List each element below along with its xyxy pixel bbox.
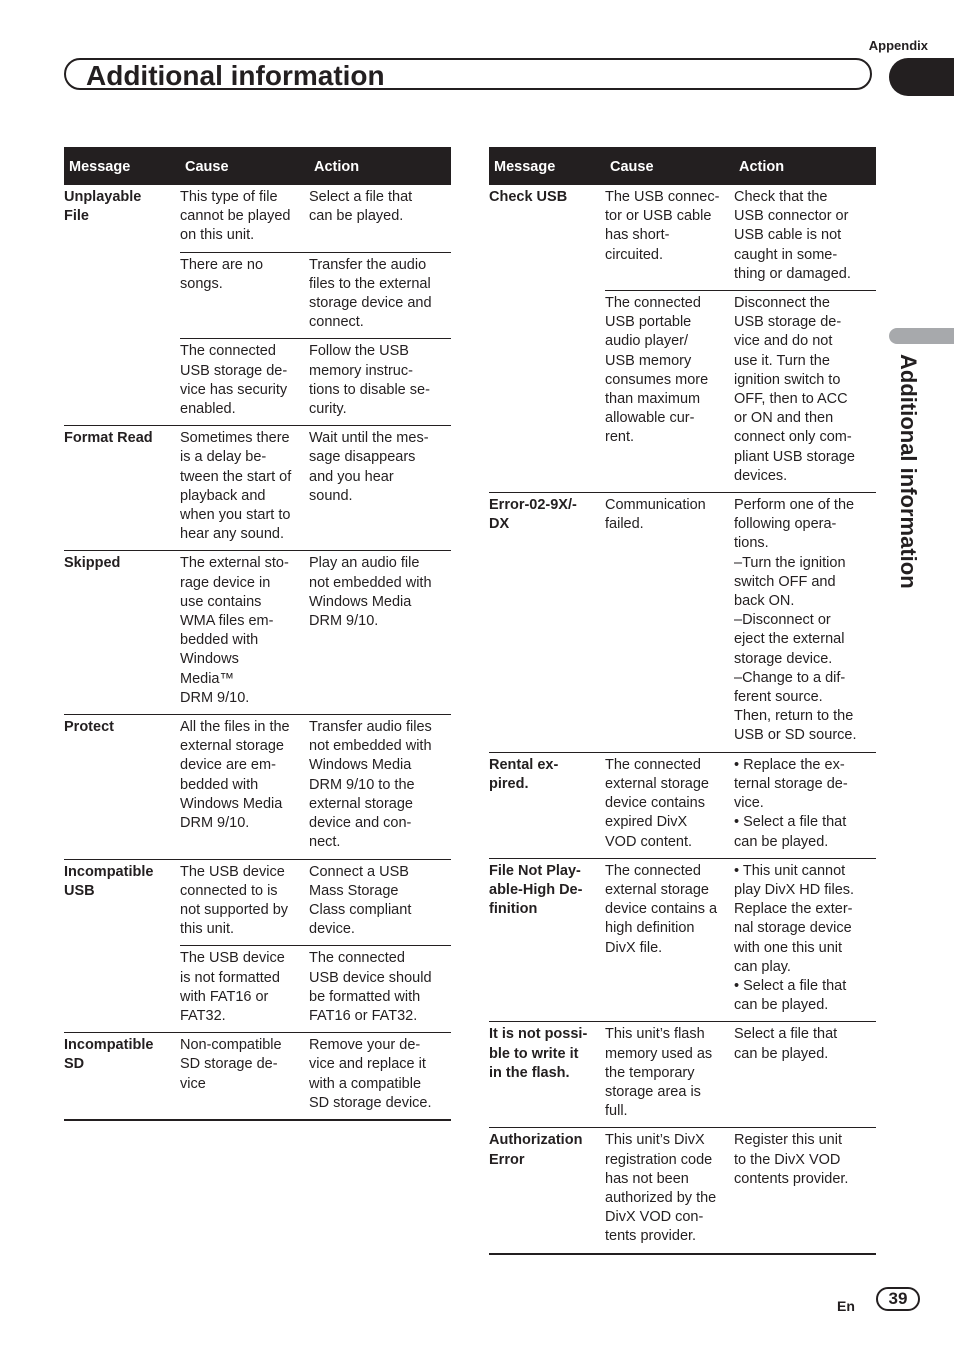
cause-cell: The external sto- rage device in use contains WMA files em- bedded with Windows Media™ DRM 9/10. xyxy=(180,551,309,715)
cause-cell: This unit’s DivX registration code has not been authorized by the DivX VOD con- tents provider. xyxy=(605,1128,734,1254)
table-row xyxy=(489,185,876,291)
message-cell: Incompatible USB xyxy=(64,863,154,899)
side-section-label: Additional information xyxy=(896,354,921,589)
cause-header: Cause xyxy=(605,147,734,185)
action-cell: Select a file that can be played. xyxy=(309,185,451,252)
message-cell xyxy=(489,291,605,493)
left-message-table xyxy=(64,147,451,1121)
table-row xyxy=(489,493,876,753)
table-row xyxy=(489,291,876,493)
message-header: Message xyxy=(64,147,180,185)
message-cell xyxy=(64,339,180,426)
action-cell: Register this unit to the DivX VOD contents provider. xyxy=(734,1128,876,1254)
cause-cell: Communication failed. xyxy=(605,493,734,753)
cause-cell: The connected external storage device contains expired DivX VOD content. xyxy=(605,752,734,858)
cause-cell: The connected USB storage de- vice has security enabled. xyxy=(180,339,309,426)
action-cell: Disconnect the USB storage de- vice and do not use it. Turn the ignition switch to OFF, then to ACC or ON and then connect only com- pliant USB storage devices. xyxy=(734,291,876,493)
table-row xyxy=(64,1033,451,1120)
right-table-body xyxy=(489,185,876,1254)
cause-cell: Sometimes there is a delay be- tween the start of playback and when you start to hear any sound. xyxy=(180,426,309,551)
action-cell: • Replace the ex- ternal storage de- vice. • Select a file that can be played. xyxy=(734,752,876,858)
table-row xyxy=(489,858,876,1022)
message-header: Message xyxy=(489,147,605,185)
action-cell: Wait until the mes- sage disappears and you hear sound. xyxy=(309,426,451,551)
table-row xyxy=(489,1022,876,1128)
table-row xyxy=(64,185,451,252)
cause-cell: Non-compatible SD storage de- vice xyxy=(180,1033,309,1120)
message-cell: Check USB xyxy=(489,189,568,205)
cause-cell: The connected external storage device contains a high definition DivX file. xyxy=(605,858,734,1022)
table-header-row xyxy=(64,147,451,185)
action-cell: Check that the USB connector or USB cable is not caught in some- thing or damaged. xyxy=(734,185,876,291)
cause-cell: The USB device connected to is not supported by this unit. xyxy=(180,859,309,946)
message-cell xyxy=(64,946,180,1033)
cause-cell: The USB device is not formatted with FAT16 or FAT32. xyxy=(180,946,309,1033)
action-header: Action xyxy=(309,147,451,185)
message-cell: File Not Play- able-High De- finition xyxy=(489,858,605,1022)
table-row xyxy=(64,715,451,859)
message-cell: Incompatible SD xyxy=(64,1033,180,1120)
right-message-table xyxy=(489,147,876,1255)
message-cell: Rental ex- pired. xyxy=(489,752,605,858)
table-row xyxy=(489,752,876,858)
message-cell: Skipped xyxy=(64,551,180,715)
action-cell: Perform one of the following opera- tions. –Turn the ignition switch OFF and back ON. –Disconnect or eject the external storage device. –Change to a dif- ferent source. Then, return to the USB or SD source. xyxy=(734,493,876,753)
cause-cell: There are no songs. xyxy=(180,252,309,339)
page-number: 39 xyxy=(876,1287,920,1311)
left-table-body xyxy=(64,185,451,1120)
table-row xyxy=(64,339,451,426)
message-cell: Authorization Error xyxy=(489,1128,605,1254)
cause-cell: All the files in the external storage device are em- bedded with Windows Media DRM 9/10. xyxy=(180,715,309,859)
message-cell: It is not possi- ble to write it in the flash. xyxy=(489,1022,605,1128)
section-tab xyxy=(889,58,954,96)
action-cell: • This unit cannot play DivX HD files. Replace the exter- nal storage device with one this unit can play. • Select a file that can be played. xyxy=(734,858,876,1022)
message-cell xyxy=(64,252,180,339)
table-row xyxy=(64,859,451,946)
page-title-bar xyxy=(64,58,872,90)
action-cell: Follow the USB memory instruc- tions to disable se- curity. xyxy=(309,339,451,426)
action-cell: Connect a USB Mass Storage Class compliant device. xyxy=(309,859,451,946)
action-cell: Play an audio file not embedded with Windows Media DRM 9/10. xyxy=(309,551,451,715)
section-label: Appendix xyxy=(868,38,928,53)
message-cell: Error-02-9X/- DX xyxy=(489,493,605,753)
action-cell: Remove your de- vice and replace it with a compatible SD storage device. xyxy=(309,1033,451,1120)
cause-cell: This type of file cannot be played on this unit. xyxy=(180,185,309,252)
cause-header: Cause xyxy=(180,147,309,185)
message-cell: Format Read xyxy=(64,426,180,551)
table-row xyxy=(64,551,451,715)
table-row xyxy=(64,946,451,1033)
side-tab xyxy=(889,328,954,344)
table-row xyxy=(64,426,451,551)
table-row xyxy=(64,252,451,339)
cause-cell: This unit’s flash memory used as the temporary storage area is full. xyxy=(605,1022,734,1128)
cause-cell: The USB connec- tor or USB cable has short- circuited. xyxy=(605,185,734,291)
cause-cell: The connected USB portable audio player/ USB memory consumes more than maximum allowable cur- rent. xyxy=(605,291,734,493)
page-title: Additional information xyxy=(86,60,385,91)
table-row xyxy=(489,1128,876,1254)
language-label: En xyxy=(837,1298,855,1314)
action-cell: Transfer the audio files to the external storage device and connect. xyxy=(309,252,451,339)
action-header: Action xyxy=(734,147,876,185)
table-header-row xyxy=(489,147,876,185)
action-cell: The connected USB device should be formatted with FAT16 or FAT32. xyxy=(309,946,451,1033)
message-cell: Unplayable File xyxy=(64,189,142,225)
action-cell: Transfer audio files not embedded with Windows Media DRM 9/10 to the external storage device and con- nect. xyxy=(309,715,451,859)
message-cell: Protect xyxy=(64,715,180,859)
action-cell: Select a file that can be played. xyxy=(734,1022,876,1128)
